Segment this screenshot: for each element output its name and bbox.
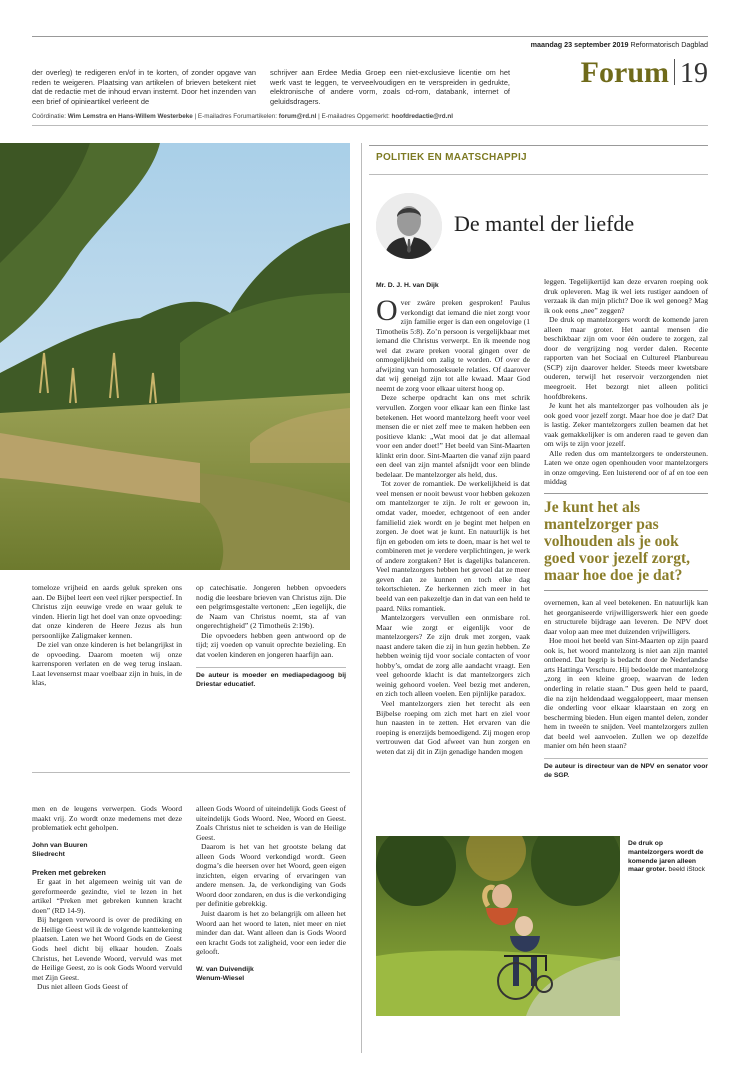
mail2-label: E-mailadres Opgemerkt: [321, 113, 390, 120]
letter2-signature-place: Wenum-Wiesel [196, 974, 245, 982]
masthead-date: maandag 23 september 2019 [530, 40, 629, 49]
author-portrait-art [376, 193, 442, 259]
category-rule-bottom [369, 174, 708, 175]
letter2-p2: Bij hetgeen verwoord is over de prediking en de Heilige Geest wil ik de volgende kanttekening plaatsen. Laten we het Woord Gods en de Geest Gods heel dicht bij elkaar houden. Zoals Christus, het Levende Woord, vervuld was met de Heilige Geest, zo is ook Gods Woord vervuld met Zijn Geest. [32, 915, 182, 982]
letters-col-2 [196, 804, 346, 983]
intro-col-1: der overleg) te redigeren en/of in te korten, of zonder opgave van reden te weigeren. Plaatsing van artikelen of brieven betekent niet dat de redactie met de inhoud ervan instemt. Door het inzenden van een brief of opinieartikel verleent de [32, 68, 256, 106]
article-title: De mantel der liefde [454, 211, 635, 236]
article-p1: ver zwáre preken gesproken! Paulus verkondigt dat iemand die niet zorgt voor zijn familie erger is dan een ongelovige (1 Timotheüs 5:8). Zo’n persoon is vergelijkbaar met iemand die Christus verwerpt. En ik meende nog wel dat zware preken vooral gingen over de onmogelijkheid om zalig te worden. Of over de afwijzing van homoseksuele relaties. Of daarover dat wij geneigd zijn tot alle kwaad. Maar God neemt de zorg voor elkaar uiterst hoog op. [376, 298, 530, 393]
letter1-end: men en de leugens verwerpen. Gods Woord maakt vrij. Zo wordt onze medemens met deze problematiek echt geholpen. [32, 804, 182, 833]
left-article-author-note: De auteur is moeder en mediapedagoog bij Driestar educatief. [196, 667, 346, 689]
drop-cap: O [376, 294, 398, 327]
article-category: POLITIEK EN MAATSCHAPPIJ [376, 152, 527, 163]
masthead-dateline [480, 40, 708, 49]
landscape-photo [0, 143, 350, 570]
caregiver-photo [376, 836, 620, 1016]
letter2-p4: alleen Gods Woord of uiteindelijk Gods Geest of uiteindelijk Gods Woord. Nee, Woord en Geest. Zoals Christus niet te scheiden is van de Heilige Geest. [196, 804, 346, 842]
article-author-note: De auteur is directeur van de NPV en senator voor de SGP. [544, 758, 708, 780]
letter2-heading: Preken met gebreken [32, 867, 106, 877]
left-article-p3: op catechisatie. Jongeren hebben opvoeders nodig die leesbare brieven van Christus zijn. Die een pelgrimsgestalte vertonen: „Een iegelijk, die de Naam van Christus noemt, sta af van ongerechtigheid” (2 Timotheüs 2:19b). [196, 583, 346, 631]
pullquote: Je kunt het als mantelzorger pas volhouden als je ook goed voor jezelf zorgt, maar hoe doe je dat? [544, 499, 691, 585]
author-avatar [376, 193, 442, 259]
article-p4: Mantelzorgers vervullen een onmisbare rol. Maar wie zorgt er eigenlijk voor de mantelzorgers? Ze zijn druk met zorgen, vaak naast andere taken die zij in hun gezin hebben. Ze hebben weinig tijd voor sociale contacten of voor hobby’s, omdat de zorg alle aandacht vraagt. Een veel gehoorde klacht is dat mantelzorgers zich weinig gehoord voelen. Veel bezig met anderen, en zich toch alleen voelen. Een pijnlijke paradox. [376, 613, 530, 699]
letter2-signature-name: W. van Duivendijk [196, 965, 254, 973]
left-article-col-1 [32, 583, 182, 688]
opgemerkt-email-link[interactable]: hoofdredactie@rd.nl [391, 113, 453, 120]
photo-credit: beeld iStock [668, 866, 705, 874]
article-p3: Tot zover de romantiek. De werkelijkheid is dat veel mensen er nooit bewust voor hebben gekozen om mantelzorger te zijn. Je rolt er gewoon in, omdat vader, moeder, echtgenoot of een ander familielid ziek wordt en je begint met helpen en zorgen. Je doet wat je kunt. En natuurlijk is het fijn en geboden om iets te doen, maar is het wel te combineren met je verdere verplichtingen, je werk of andere zorgtaken? Het is dagelijks balanceren. Veel mantelzorgers hebben het gevoel dat ze meer geven dan ze kunnen en toch elke dag tekortschieten. Ze herkennen zich meer in het beeld van een pakezeltje dan in dat van een held te paard. Niks romantiek. [376, 479, 530, 613]
article-p8: Je kunt het als mantelzorger pas volhouden als je ook goed voor jezelf zorgt. Maar hoe doe je dat? Dat is lastig. Zeker mantelzorgers zullen beamen dat het vaak gemakkelijker is om anderen raad te geven dan om wijs te zijn voor jezelf. [544, 401, 708, 449]
credits-label: Coördinatie: [32, 113, 66, 120]
page-number: 19 [680, 58, 708, 89]
letter1-signature-name: John van Buuren [32, 841, 88, 849]
left-article-p4: Die opvoeders hebben geen antwoord op de tijd; zij voeden op vanuit oprechte bezieling. En dat voelen kinderen en jongeren haarfijn aan. [196, 630, 346, 659]
mail1-label: E-mailadres Forumartikelen: [197, 113, 278, 120]
intro-col-2: schrijver aan Erdee Media Groep een niet-exclusieve licentie om het werk vast te leggen, te verveelvoudigen en te verspreiden in gedrukte, elektronische of andere vorm, zoals cd-rom, databank, internet of geluidsdragers. [270, 68, 510, 106]
credits-names: Wim Lemstra en Hans-Willem Westerbeke [67, 113, 193, 120]
letters-col-1 [32, 804, 182, 992]
landscape-photo-art [0, 143, 350, 570]
section-title: Forum [580, 56, 669, 89]
letter2-p5: Daarom is het van het grootste belang dat alleen Gods Woord verkondigd wordt. Geen dogma’s die heersen over het Woord, geen eigen inzichten, eigen ervaring of ervaringen van andere mensen. Ja, de verkondiging van Gods Woord door zondaren, en dus is die verkondiging per definitie gebrekkig. [196, 842, 346, 909]
letter1-signature-place: Sliedrecht [32, 850, 65, 858]
article-p11: Hoe mooi het beeld van Sint-Maarten op zijn paard ook is, het woord mantelzorg is niet aan zijn mantel ontleend. Dat begrip is bedacht door de Nederlandse arts Hattinga Verschure. Hij bedoelde met mantelzorg „zorg in een kleine groep, waarvan de leden onderling in relatie staan.” Dus geen held te paard, die na zijn heldendaad weggaloppeert, maar mensen die onderling voor elkaar klaarstaan en zorg en bescherming bieden. Hun eigen mantel delen, zonder hem in tweeën te snijden. Veel mantelzorgers zullen dat beeld wel aanvoelen. Zullen we op dezelfde manier om hén heen staan? [544, 636, 708, 751]
photo-caption-text: De druk op mantelzorgers wordt de komende jaren alleen maar groter. [628, 840, 704, 874]
category-rule-top [369, 145, 708, 146]
left-article-p1: tomeloze vrijheid en aards geluk spreken ons aan. De Bijbel leert een veel rijker perspectief. In Christus zijn eeuwige vrede en waar geluk te vinden. Hierin ligt het doel van onze opvoeding: dat onze kinderen de Heere Jezus als hun persoonlijke Zaligmaker kennen. [32, 583, 182, 640]
letter2-p1: Er gaat in het algemeen weinig uit van de gereformeerde gezindte, viel te lezen in het artikel “Preken met gebreken kunnen kracht doen” (RD 14-9). [32, 877, 182, 915]
left-article-col-2 [196, 583, 346, 689]
article-p9: Alle reden dus om mantelzorgers te ondersteunen. Laten we onze ogen openhouden voor mantelzorgers in onze omgeving. Een luisterend oor of af en toe een middag [544, 448, 708, 487]
letter2-p6: Juist daarom is het zo belangrijk om alleen het Woord aan het woord te laten, niet meer en niet minder dan dat. Want alleen dan is Gods Woord een kracht Gods tot zaligheid, voor een ieder die gelooft. [196, 909, 346, 957]
pullquote-box [544, 493, 708, 591]
article-col-2 [544, 277, 708, 780]
article-p7: De druk op mantelzorgers wordt de komende jaren alleen maar groter. Het aantal mensen die beschikbaar zijn om voor één oudere te zorgen, zal door de vergrijzing nog verder dalen. Recente rapporten van het Sociaal en Cultureel Planbureau (SCP) zijn daarover helder. Steeds meer kwetsbare ouderen, terwijl het reservoir verzorgenden niet meegroeit. Het bezorgt niet alleen politici hoofdbrekens. [544, 315, 708, 401]
article-p6: leggen. Tegelijkertijd kan deze ervaren roeping ook druk opleveren. Mag ik wel iets rustiger aandoen of verzaak ik dan mijn plicht? Doe ik wel genoeg? Mag ik ook eens „nee” zeggen? [544, 277, 708, 315]
left-article-p2: De ziel van onze kinderen is het belangrijkst in de opvoeding. Daarom moeten wij onze karrensporen verlaten en de weg terug inslaan. Laat levensernst maar voelbaar zijn in huis, in de klas, [32, 640, 182, 688]
photo-caption [628, 840, 710, 875]
column-divider [361, 143, 362, 1053]
section-header [560, 56, 708, 90]
article-p10: overnemen, kan al veel betekenen. En natuurlijk kan het georganiseerde vrijwilligerswerk hier een goede en structurele bijdrage aan leveren. De NPV doet daar volop aan mee met duizenden vrijwilligers. [544, 598, 708, 636]
caregiver-photo-art [376, 836, 620, 1016]
letter2-p3: Dus niet alleen Gods Geest of [37, 982, 128, 992]
article-byline: Mr. D. J. H. van Dijk [376, 282, 439, 289]
credits-rule [32, 125, 708, 126]
letters-rule [32, 772, 350, 773]
credits-line: Coördinatie: Wim Lemstra en Hans-Willem Westerbeke | E-mailadres Forumartikelen: forum@rd.nl | E-mailadres Opgemerkt: hoofdredactie@rd.nl [32, 113, 453, 120]
article-p2: Deze scherpe opdracht kan ons met schrik vervullen. Zorgen voor elkaar kan een flinke last betekenen. Het woord mantelzorg heeft voor veel mensen die er niet zelf mee te maken hebben een positieve klank: „Wat mooi dat je dat allemaal voor een ander doet!” Het beeld van Sint-Maarten klinkt erin door. Sint-Maarten die vanaf zijn paard een deel van zijn mantel afsnijdt voor een blinde bedelaar. De mantelzorger als held, dus. [376, 393, 530, 479]
article-col-1 [376, 294, 530, 756]
article-p5: Veel mantelzorgers zien het terecht als een Bijbelse roeping om zich met hart en ziel voor hun naasten in te zetten. Het ervaren van die roeping is enerzijds bemoedigend. Zij mogen erop vertrouwen dat God afweet van hun zorgen en weten dat zij dit in Zijn genadige handen mogen [376, 698, 530, 756]
top-rule [32, 36, 708, 37]
forum-email-link[interactable]: forum@rd.nl [278, 113, 317, 120]
masthead-paper: Reformatorisch Dagblad [630, 40, 708, 49]
